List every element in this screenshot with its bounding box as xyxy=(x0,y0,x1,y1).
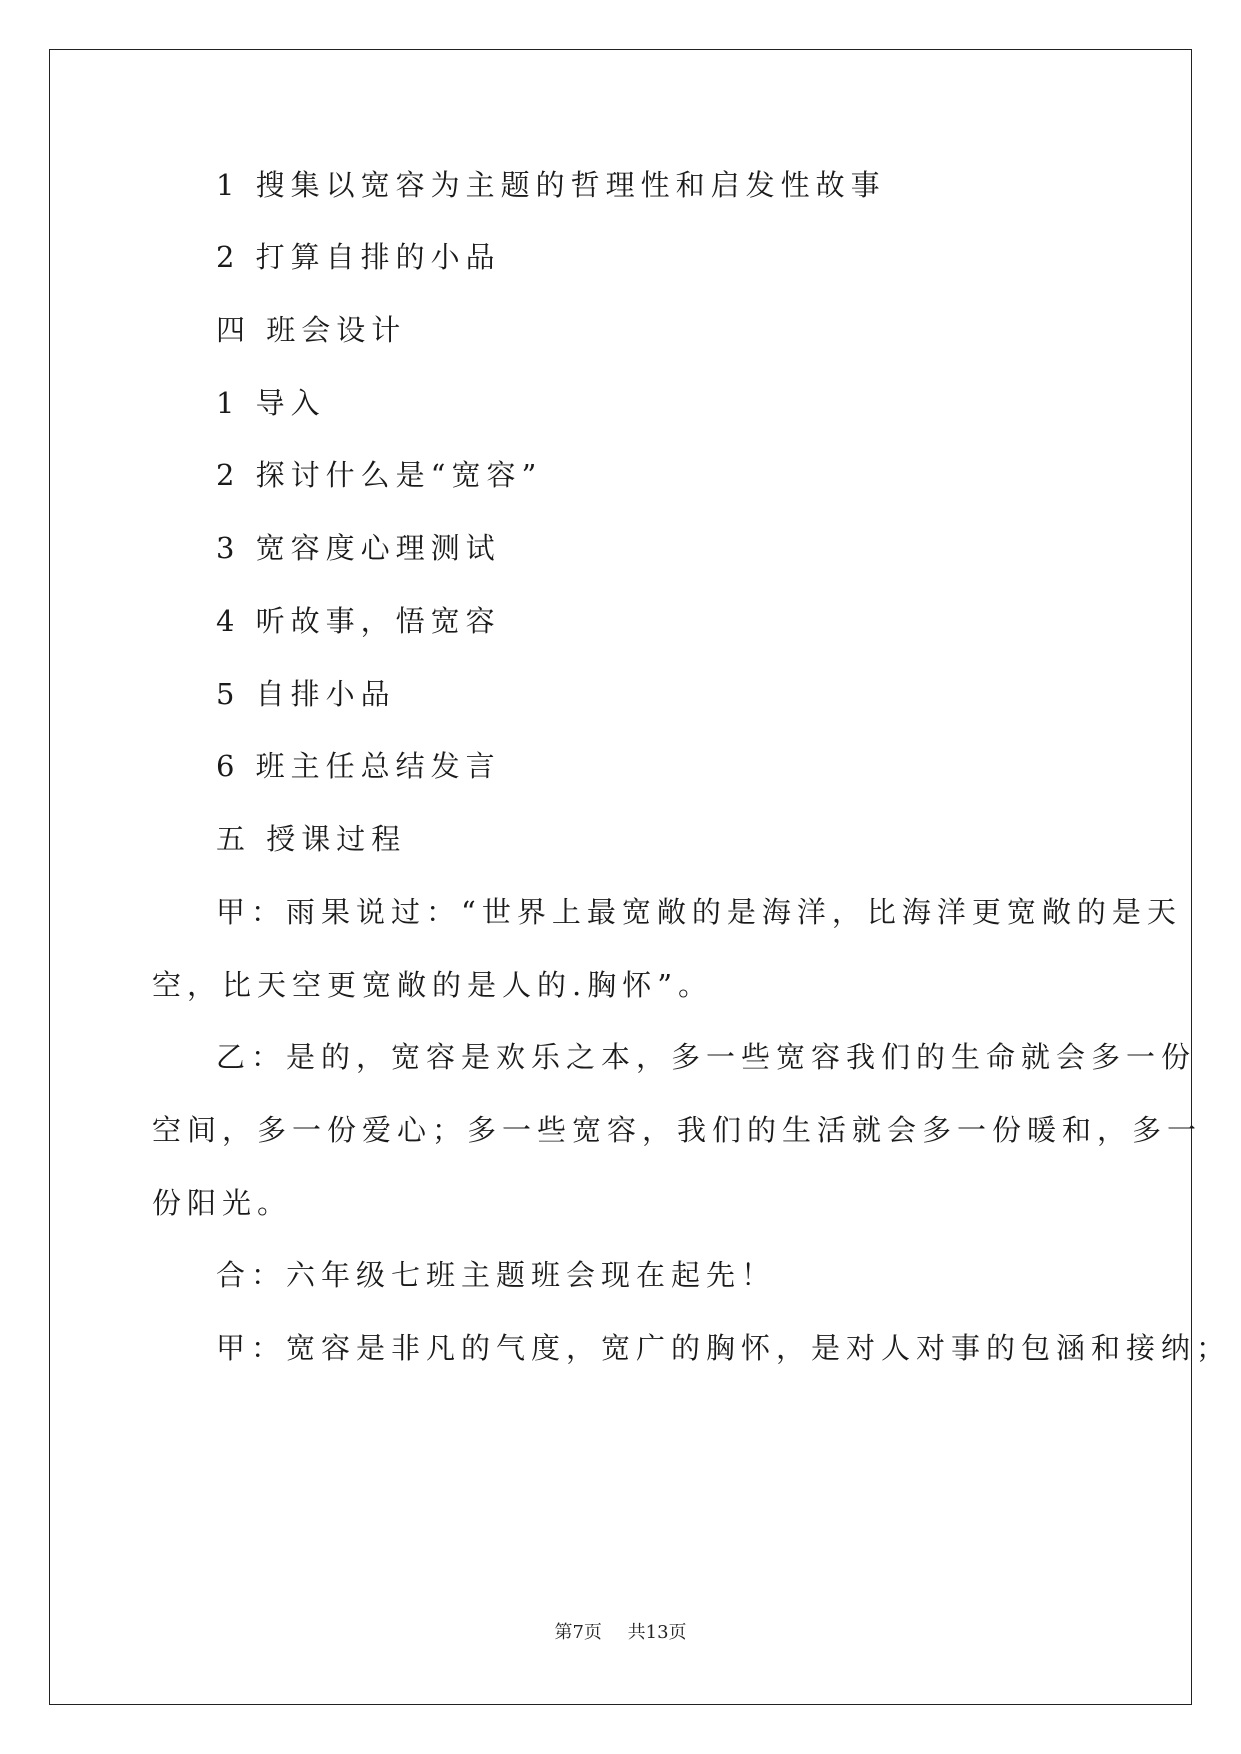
section-heading: 四 班会设计 xyxy=(216,313,407,347)
text-line: 2 探讨什么是“宽容” xyxy=(216,458,543,492)
paragraph-line: 份阳光。 xyxy=(152,1186,293,1220)
page-number-total: 共13页 xyxy=(627,1622,687,1643)
paragraph-line: 合：六年级七班主题班会现在起先！ xyxy=(216,1258,777,1292)
paragraph-line: 乙：是的，宽容是欢乐之本，多一些宽容我们的生命就会多一份 xyxy=(216,1040,1197,1074)
paragraph-line: 甲：宽容是非凡的气度，宽广的胸怀，是对人对事的包涵和接纳； xyxy=(216,1331,1232,1365)
text-line: 1 导入 xyxy=(216,386,326,420)
text-line: 3 宽容度心理测试 xyxy=(216,531,501,565)
paragraph-line: 甲：雨果说过：“世界上最宽敞的是海洋，比海洋更宽敞的是天 xyxy=(216,895,1182,929)
section-heading: 五 授课过程 xyxy=(216,822,407,856)
text-line: 6 班主任总结发言 xyxy=(216,749,501,783)
text-line: 4 听故事，悟宽容 xyxy=(216,604,501,638)
paragraph-line: 空，比天空更宽敞的是人的.胸怀”。 xyxy=(152,968,714,1002)
text-line: 5 自排小品 xyxy=(216,677,396,711)
page-footer xyxy=(0,1618,1241,1644)
paragraph-line: 空间，多一份爱心；多一些宽容，我们的生活就会多一份暖和，多一 xyxy=(152,1113,1203,1147)
text-line: 1 搜集以宽容为主题的哲理性和启发性故事 xyxy=(216,168,886,202)
text-line: 2 打算自排的小品 xyxy=(216,240,501,274)
page-number-current: 第7页 xyxy=(554,1622,602,1643)
page-border xyxy=(49,49,1192,1705)
